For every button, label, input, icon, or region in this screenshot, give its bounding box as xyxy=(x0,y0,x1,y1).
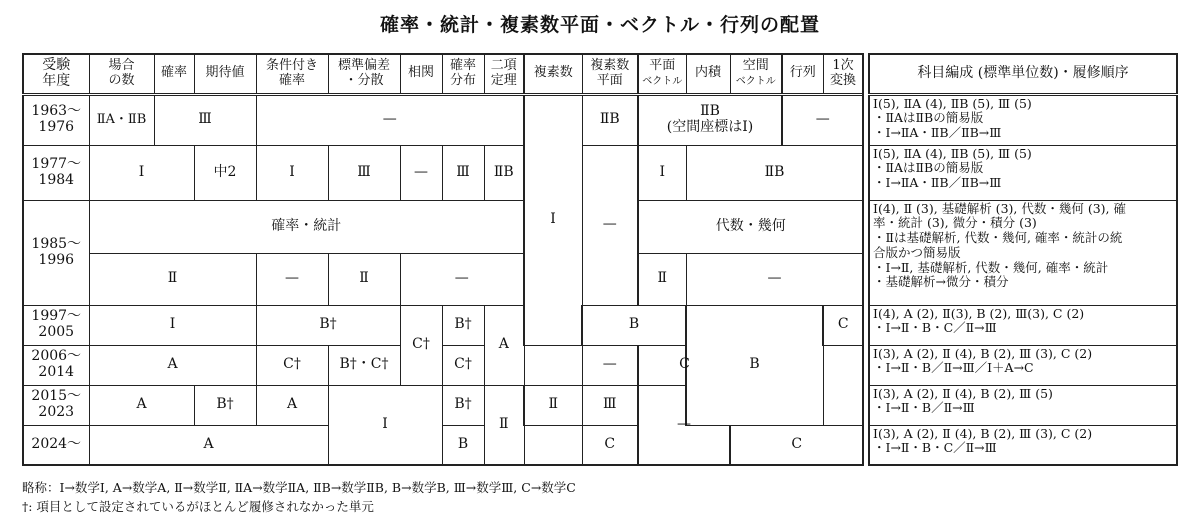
cell: Ⅲ xyxy=(328,145,400,200)
cell: Ⅱ xyxy=(328,253,400,305)
header-matrix: 行列 xyxy=(782,54,823,94)
cell: Ⅲ xyxy=(442,145,484,200)
cell: — xyxy=(638,385,730,465)
cell: — xyxy=(582,145,638,305)
year-cell: 2015〜 2023 xyxy=(23,385,89,425)
page-title: 確率・統計・複素数平面・ベクトル・行列の配置 xyxy=(379,14,820,36)
cell: C† xyxy=(400,305,442,385)
subject-row-2015 xyxy=(869,385,1177,425)
abbreviation-note: 略称：Ⅰ→数学Ⅰ, A→数学A, Ⅱ→数学Ⅱ, ⅡA→数学ⅡA, ⅡB→数学ⅡB, B→数学B, Ⅲ→数学Ⅲ, C→数学C xyxy=(22,480,576,495)
header-expected-value: 期待値 xyxy=(194,54,256,94)
cell: B† xyxy=(442,385,484,425)
cell: — xyxy=(256,253,328,305)
cell: C† xyxy=(442,345,484,385)
subject-cell: Ⅰ(3), A (2), Ⅱ (4), B (2), Ⅲ (3), C (2) ・Ⅰ→Ⅱ・B・C／Ⅱ→Ⅲ xyxy=(869,425,1177,465)
year-cell: 2024〜 xyxy=(23,425,89,465)
cell: Ⅰ xyxy=(256,145,328,200)
cell: Ⅱ xyxy=(524,385,582,425)
cell: — xyxy=(582,345,638,385)
cell: — xyxy=(686,253,863,305)
cell: 確率・統計 xyxy=(89,200,524,253)
cell: Ⅰ xyxy=(89,145,194,200)
subject-cell: Ⅰ(3), A (2), Ⅱ (4), B (2), Ⅲ (5) ・Ⅰ→Ⅱ・B／Ⅱ→Ⅲ xyxy=(869,385,1177,425)
year-cell: 2006〜 2014 xyxy=(23,345,89,385)
cell: A xyxy=(89,385,194,425)
cell: A xyxy=(89,425,328,465)
cell: ⅡB xyxy=(686,145,863,200)
year-cell: 1977〜 1984 xyxy=(23,145,89,200)
cell: — xyxy=(256,94,524,145)
cell: — xyxy=(400,145,442,200)
curriculum-table xyxy=(22,53,864,466)
cell: B xyxy=(442,425,484,465)
cell: A xyxy=(256,385,328,425)
cell: Ⅰ xyxy=(328,385,442,465)
subject-row-2024 xyxy=(869,425,1177,465)
cell: A xyxy=(89,345,256,385)
cell: ⅡB xyxy=(484,145,524,200)
subject-row-2006 xyxy=(869,345,1177,385)
header-complex-plane: 複素数 平面 xyxy=(582,54,638,94)
year-cell: 1985〜 1996 xyxy=(23,200,89,305)
cell: Ⅰ xyxy=(524,94,582,345)
header-probability-distribution: 確率 分布 xyxy=(442,54,484,94)
subject-row-1977 xyxy=(869,145,1177,200)
cell: C xyxy=(823,305,863,345)
header-year: 受験 年度 xyxy=(23,54,89,94)
subject-row-1997 xyxy=(869,305,1177,345)
subject-cell: Ⅰ(3), A (2), Ⅱ (4), B (2), Ⅲ (3), C (2) ・Ⅰ→Ⅱ・B／Ⅱ→Ⅲ／Ⅰ＋A→C xyxy=(869,345,1177,385)
cell: 代数・幾何 xyxy=(638,200,863,253)
cell: Ⅰ xyxy=(638,145,686,200)
header-space-vector: 空間 ベクトル xyxy=(730,54,782,94)
cell: ⅡB xyxy=(582,94,638,145)
row-1963 xyxy=(23,94,863,145)
header-row xyxy=(23,54,863,94)
cell: B† xyxy=(442,305,484,345)
blank-cell xyxy=(524,425,582,465)
cell: C xyxy=(638,345,730,385)
cell: — xyxy=(782,94,863,145)
header-std-dev: 標準偏差 ・分散 xyxy=(328,54,400,94)
blank-cell xyxy=(524,345,582,385)
cell: ⅡB (空間座標はⅠ) xyxy=(638,94,782,145)
cell: — xyxy=(400,253,524,305)
subject-cell: Ⅰ(5), ⅡA (4), ⅡB (5), Ⅲ (5) ・ⅡAはⅡBの簡易版 ・Ⅰ→ⅡA・ⅡB／ⅡB→Ⅲ xyxy=(869,145,1177,200)
header-conditional-probability: 条件付き 確率 xyxy=(256,54,328,94)
cell: C xyxy=(582,425,638,465)
cell: B xyxy=(582,305,686,345)
cell: B† xyxy=(194,385,256,425)
cell: ⅡA・ⅡB xyxy=(89,94,154,145)
cell: B† xyxy=(256,305,400,345)
header-combinations: 場合 の数 xyxy=(89,54,154,94)
cell: C xyxy=(730,425,863,465)
subject-row-1985 xyxy=(869,200,1177,305)
subject-cell: Ⅰ(4), A (2), Ⅱ(3), B (2), Ⅲ(3), C (2) ・Ⅰ→Ⅱ・B・C／Ⅱ→Ⅲ xyxy=(869,305,1177,345)
cell: Ⅲ xyxy=(582,385,638,425)
subject-cell: Ⅰ(5), ⅡA (4), ⅡB (5), Ⅲ (5) ・ⅡAはⅡBの簡易版 ・Ⅰ→ⅡA・ⅡB／ⅡB→Ⅲ xyxy=(869,94,1177,145)
cell: B†・C† xyxy=(328,345,400,385)
cell: 中2 xyxy=(194,145,256,200)
subject-cell: Ⅰ(4), Ⅱ (3), 基礎解析 (3), 代数・幾何 (3), 確 率・統計 (3), 微分・積分 (3) ・Ⅱは基礎解析, 代数・幾何, 確率・統計の統 合版かつ簡易版 ・Ⅰ→Ⅱ, 基礎解析, 代数・幾何, 確率・統計 ・基礎解析→微分・積分 xyxy=(869,200,1177,305)
cell: Ⅱ xyxy=(484,385,524,465)
header-complex-number: 複素数 xyxy=(524,54,582,94)
row-1997 xyxy=(23,305,863,345)
row-1977 xyxy=(23,145,863,200)
header-linear-transformation: 1次 変換 xyxy=(823,54,863,94)
cell: C† xyxy=(256,345,328,385)
header-subject-organization: 科目編成 (標準単位数)・履修順序 xyxy=(869,54,1177,94)
header-probability: 確率 xyxy=(154,54,194,94)
cell: A xyxy=(484,305,524,385)
row-1985 xyxy=(23,200,863,253)
header-plane-vector: 平面 ベクトル xyxy=(638,54,686,94)
year-cell: 1963〜 1976 xyxy=(23,94,89,145)
cell: Ⅱ xyxy=(89,253,256,305)
cell: B xyxy=(686,305,823,425)
subject-header-row xyxy=(869,54,1177,94)
dagger-note: †: 項目として設定されているがほとんど履修されなかった単元 xyxy=(22,499,374,514)
header-binomial-theorem: 二項 定理 xyxy=(484,54,524,94)
header-inner-product: 内積 xyxy=(686,54,730,94)
header-correlation: 相関 xyxy=(400,54,442,94)
cell: Ⅰ xyxy=(89,305,256,345)
row-2024 xyxy=(23,425,863,465)
row-1985-b xyxy=(23,253,863,305)
cell: Ⅲ xyxy=(154,94,256,145)
year-cell: 1997〜 2005 xyxy=(23,305,89,345)
subject-organization-table xyxy=(868,53,1178,466)
subject-row-1963 xyxy=(869,94,1177,145)
cell: Ⅱ xyxy=(638,253,686,305)
